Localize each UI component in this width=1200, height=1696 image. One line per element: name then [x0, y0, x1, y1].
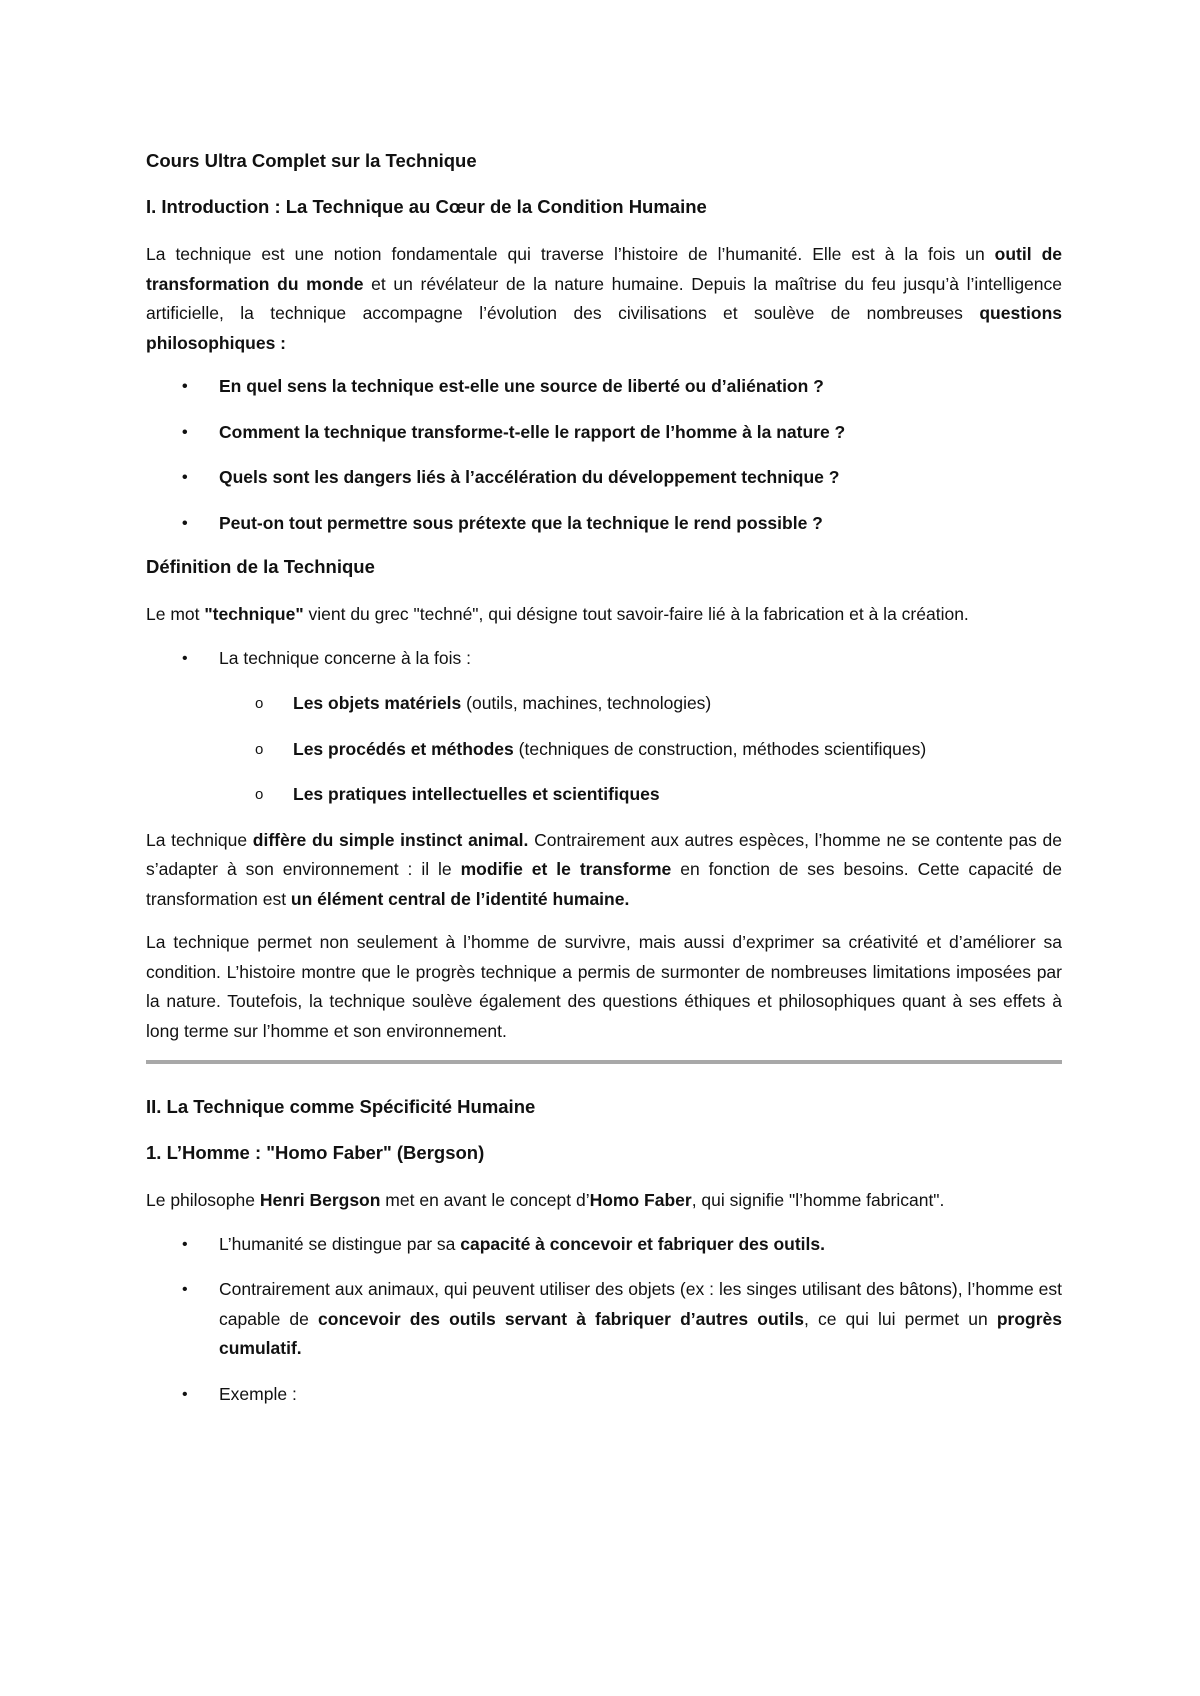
definition-heading: Définition de la Technique — [146, 556, 375, 577]
survival-paragraph: La technique permet non seulement à l’homme de survivre, mais aussi d’exprimer sa créativité et d’améliorer sa condition. L’histoire montre que le progrès technique a permis de surmonter de nombreuses limitations imposées par la nature. Toutefois, la technique soulève également des questions éthiques et philosophiques quant à ses effets à long terme sur l’homme et son environnement. — [146, 932, 1062, 1041]
section-1-heading: I. Introduction : La Technique au Cœur de la Condition Humaine — [146, 196, 707, 217]
bullet-icon: • — [182, 378, 188, 395]
sub-list — [146, 689, 1062, 810]
list-item: • Peut-on tout permettre sous prétexte que la technique le rend possible ? — [146, 509, 1062, 539]
bullet-icon: • — [182, 1235, 188, 1253]
intro-paragraph: La technique est une notion fondamentale qui traverse l’histoire de l’humanité. Elle est à la fois un outil de transformation du monde et un révélateur de la nature humaine. Depuis la maîtrise du feu jusqu’à l’intelligence artificielle, la technique accompagne l’évolution des civilisations et soulève de nombreuses questions philosophiques : — [146, 244, 1062, 353]
list-item: • Quels sont les dangers liés à l’accélération du développement technique ? — [146, 463, 1062, 493]
sub-bullet-icon: o — [255, 786, 264, 803]
bullet-icon: • — [182, 1385, 188, 1403]
instinct-paragraph: La technique diffère du simple instinct animal. Contrairement aux autres espèces, l’homme ne se contente pas de s’adapter à son environnement : il le modifie et le transforme en fonction de ses besoins. Cette capacité de transformation est un élément central de l’identité humaine. — [146, 829, 1062, 909]
bullet-icon: • — [182, 1281, 188, 1298]
list-item: • L’humanité se distingue par sa capacité à concevoir et fabriquer des outils. — [146, 1230, 1062, 1260]
list-item: • La technique concerne à la fois : — [146, 644, 1062, 674]
document-body — [146, 148, 1062, 1425]
list-item: • Comment la technique transforme-t-elle le rapport de l’homme à la nature ? — [146, 418, 1062, 448]
bullet-icon: • — [182, 469, 188, 486]
definition-paragraph: Le mot "technique" vient du grec "techné", qui désigne tout savoir-faire lié à la fabrication et à la création. — [146, 604, 969, 624]
document-title: Cours Ultra Complet sur la Technique — [146, 150, 477, 171]
sub-bullet-icon: o — [255, 695, 264, 712]
sub-list-item: o Les pratiques intellectuelles et scientifiques — [146, 780, 1062, 810]
concerne-list — [146, 644, 1062, 674]
bullet-icon: • — [182, 423, 188, 441]
sub-list-item: o Les procédés et méthodes (techniques de construction, méthodes scientifiques) — [146, 735, 1062, 765]
sub-list-item: o Les objets matériels (outils, machines, technologies) — [146, 689, 1062, 719]
section-2-heading: II. La Technique comme Spécificité Humaine — [146, 1096, 536, 1117]
list-item: • Contrairement aux animaux, qui peuvent utiliser des objets (ex : les singes utilisant des bâtons), l’homme est capable de concevoir des outils servant à fabriquer d’autres outils, ce qui lui permet un progrès cumulatif. — [146, 1275, 1062, 1364]
bullet-icon: • — [182, 649, 188, 667]
questions-list — [146, 372, 1062, 538]
list-item: • En quel sens la technique est-elle une source de liberté ou d’aliénation ? — [146, 372, 1062, 402]
subsection-1-heading: 1. L’Homme : "Homo Faber" (Bergson) — [146, 1142, 485, 1163]
horizontal-divider — [146, 1060, 1062, 1064]
bullet-icon: • — [182, 514, 188, 532]
sub-bullet-icon: o — [255, 740, 264, 758]
bergson-paragraph: Le philosophe Henri Bergson met en avant le concept d’Homo Faber, qui signifie "l’homme fabricant". — [146, 1190, 945, 1210]
homo-faber-list — [146, 1230, 1062, 1410]
list-item: • Exemple : — [146, 1380, 1062, 1410]
